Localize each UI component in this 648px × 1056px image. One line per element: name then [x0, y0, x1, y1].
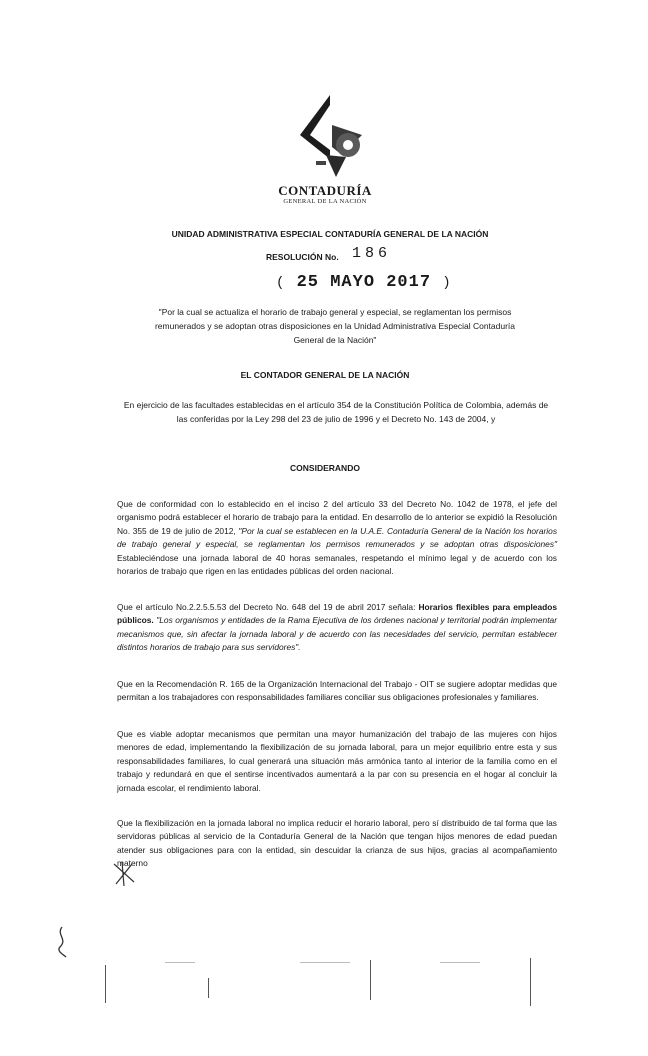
resolution-label: RESOLUCIÓN No. [266, 252, 339, 262]
brand-name: CONTADURÍA [278, 183, 372, 198]
scan-artifact-line [440, 962, 480, 963]
scan-artifact-line [300, 962, 350, 963]
issuing-unit: UNIDAD ADMINISTRATIVA ESPECIAL CONTADURÍA GENERAL DE LA NACIÓN [171, 229, 489, 239]
handwritten-initial-icon [110, 860, 140, 888]
considering-paragraph-4: Que es viable adoptar mecanismos que permitan una mayor humanización del trabajo de las mujeres con hijos menores de edad, implementando la flexibilización de su jornada laboral, para un mejor equilibrio entre esta y sus responsabilidades familiares, lo cual generará una situación más armónica tanto al interior de la familia como en el trabajo y redundará en que el sentirse incentivados aumentará a la par con su presencia en el hogar al concluir la jornada escolar, el rendimiento laboral. [117, 729, 557, 793]
contaduria-logo-icon [296, 95, 366, 181]
considering-paragraph-2: Que el artículo No.2.2.5.5.53 del Decreto No. 648 del 19 de abril 2017 señala: Horarios flexibles para empleados públicos. "Los organismos y entidades de la Rama Ejecutiva de los órdenes nacional y territorial podrán implementar mecanismos que, sin afectar la jornada laboral y de acuerdo con las necesidades del servicio, permitan establecer distintos horarios de trabajo para sus servidores". [117, 602, 557, 653]
scan-artifact-line [370, 960, 371, 1000]
handwritten-signature-icon [50, 925, 74, 959]
exercise-clause: En ejercicio de las facultades establecidas en el artículo 354 de la Constitución Política de Colombia, además de las conferidas por la Ley 298 del 23 de julio de 1996 y el Decreto No. 143 de 2004, y [123, 400, 549, 424]
scan-artifact-line [530, 958, 531, 1006]
scan-artifact-line [165, 962, 195, 963]
considering-paragraph-5: Que la flexibilización en la jornada laboral no implica reducir el horario laboral, pero sí distribuido de tal forma que las servidoras públicas al servicio de la Contaduría General de la Nación que tengan hijos menores de edad puedan atender sus obligaciones para con la entidad, sin descuidar la crianza de sus hijos, gracias al acompañamiento materno [117, 818, 557, 869]
scan-artifact-line [105, 965, 106, 1003]
considering-heading: CONSIDERANDO [290, 463, 360, 473]
date-value: 25 MAYO 2017 [296, 273, 432, 292]
brand-subtitle: GENERAL DE LA NACIÓN [283, 198, 367, 205]
scan-artifact-line [208, 978, 209, 998]
official-title: EL CONTADOR GENERAL DE LA NACIÓN [240, 370, 410, 380]
date-stamp: ( 25 MAYO 2017 ) [276, 273, 452, 292]
considering-paragraph-3: Que en la Recomendación R. 165 de la Organización Internacional del Trabajo - OIT se sugiere adoptar medidas que permitan a los trabajadores con responsabilidades familiares conciliar sus obligaciones profesionales y familiares. [117, 679, 557, 703]
resolution-subject: "Por la cual se actualiza el horario de trabajo general y especial, se reglamentan los permisos remunerados y se adoptan otras disposiciones en la Unidad Administrativa Especial Contaduría General de la Nación" [154, 307, 516, 345]
resolution-number: 186 [352, 245, 392, 262]
considering-paragraph-1: Que de conformidad con lo establecido en el inciso 2 del artículo 33 del Decreto No. 1042 de 1978, el jefe del organismo podrá establecer el horario de trabajo para la entidad. En desarrollo de lo anterior se expidió la Resolución No. 355 de 19 de julio de 2012, "Por la cual se establecen en la U.A.E. Contaduría General de la Nación los horarios de trabajo general y especial, se reglamentan los permisos remunerados y se adoptan otras disposiciones" Estableciéndose una jornada laboral de 40 horas semanales, respetando el mínimo legal y de acuerdo con los horarios de trabajo que rigen en las entidades públicas del orden nacional. [117, 499, 558, 577]
